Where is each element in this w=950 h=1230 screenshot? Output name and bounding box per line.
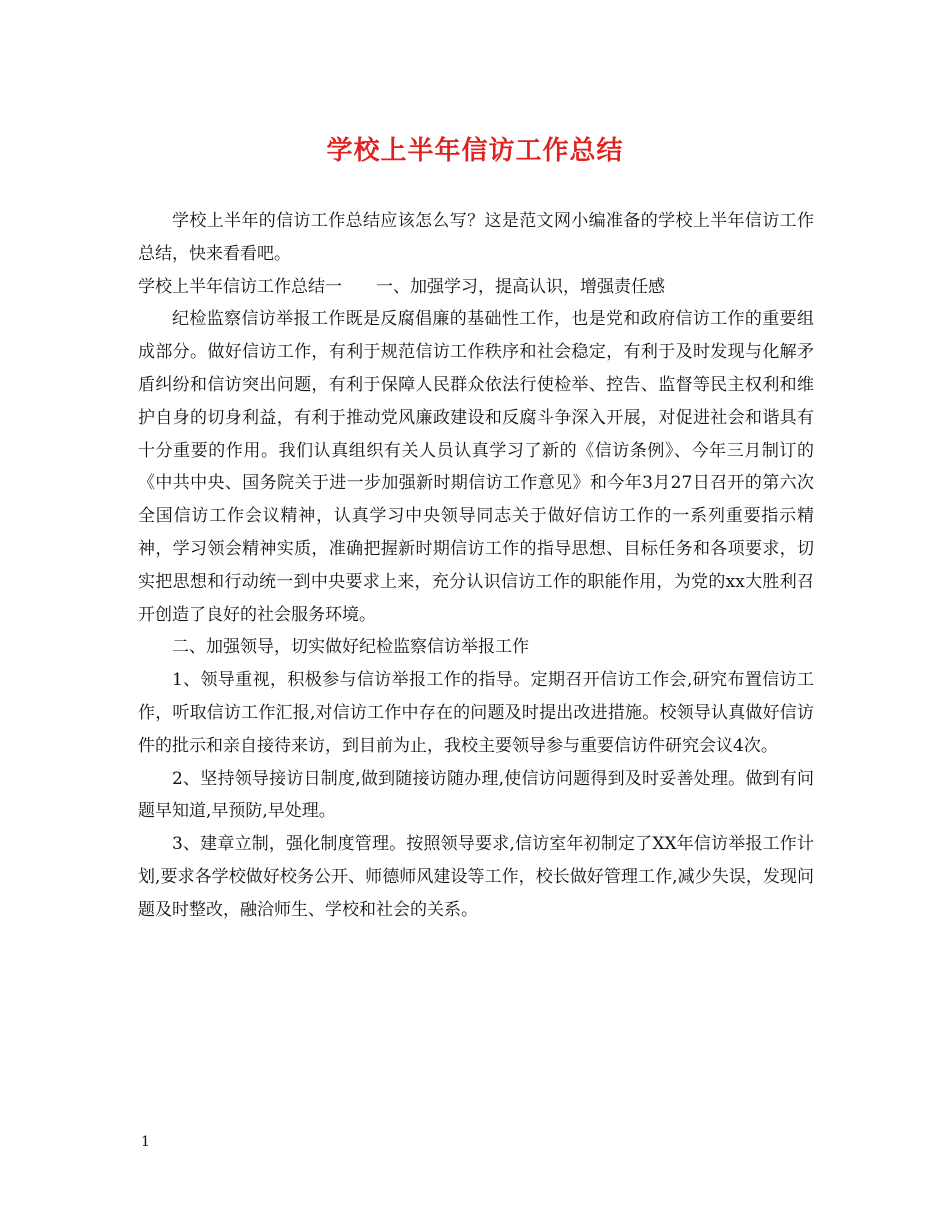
document-body xyxy=(138,205,814,927)
paragraph-section-heading-1: 学校上半年信访工作总结一 一、加强学习，提高认识，增强责任感 xyxy=(138,276,665,297)
paragraph-item-1: 1、领导重视，积极参与信访举报工作的指导。定期召开信访工作会,研究布置信访工作，听取信访工作汇报,对信访工作中存在的问题及时提出改进措施。校领导认真做好信访件的批示和亲自接待来访，到目前为止，我校主要领导参与重要信访件研究会议4次。 xyxy=(138,670,814,756)
paragraph-section-heading-2: 二、加强领导，切实做好纪检监察信访举报工作 xyxy=(172,637,529,658)
paragraph-item-2: 2、坚持领导接访日制度,做到随接访随办理,使信访问题得到及时妥善处理。做到有问题早知道,早预防,早处理。 xyxy=(138,768,814,822)
paragraph-study-awareness: 纪检监察信访举报工作既是反腐倡廉的基础性工作，也是党和政府信访工作的重要组成部分。做好信访工作，有利于规范信访工作秩序和社会稳定，有利于及时发现与化解矛盾纠纷和信访突出问题，有利于保障人民群众依法行使检举、控告、监督等民主权利和维护自身的切身利益，有利于推动党风廉政建设和反腐斗争深入开展，对促进社会和谐具有十分重要的作用。我们认真组织有关人员认真学习了新的《信访条例》、今年三月制订的《中共中央、国务院关于进一步加强新时期信访工作意见》和今年3月27日召开的第六次全国信访工作会议精神，认真学习中央领导同志关于做好信访工作的一系列重要指示精神，学习领会精神实质，准确把握新时期信访工作的指导思想、目标任务和各项要求，切实把思想和行动统一到中央要求上来，充分认识信访工作的职能作用，为党的xx大胜利召开创造了良好的社会服务环境。 xyxy=(138,309,814,625)
paragraph-intro: 学校上半年的信访工作总结应该怎么写？这是范文网小编准备的学校上半年信访工作总结，快来看看吧。 xyxy=(138,211,814,264)
page-number: 1 xyxy=(141,1134,150,1150)
document-title: 学校上半年信访工作总结 xyxy=(326,136,624,166)
paragraph-item-3: 3、建章立制，强化制度管理。按照领导要求,信访室年初制定了XX年信访举报工作计划,要求各学校做好校务公开、师德师风建设等工作，校长做好管理工作,减少失误，发现问题及时整改，融洽师生、学校和社会的关系。 xyxy=(138,834,814,920)
